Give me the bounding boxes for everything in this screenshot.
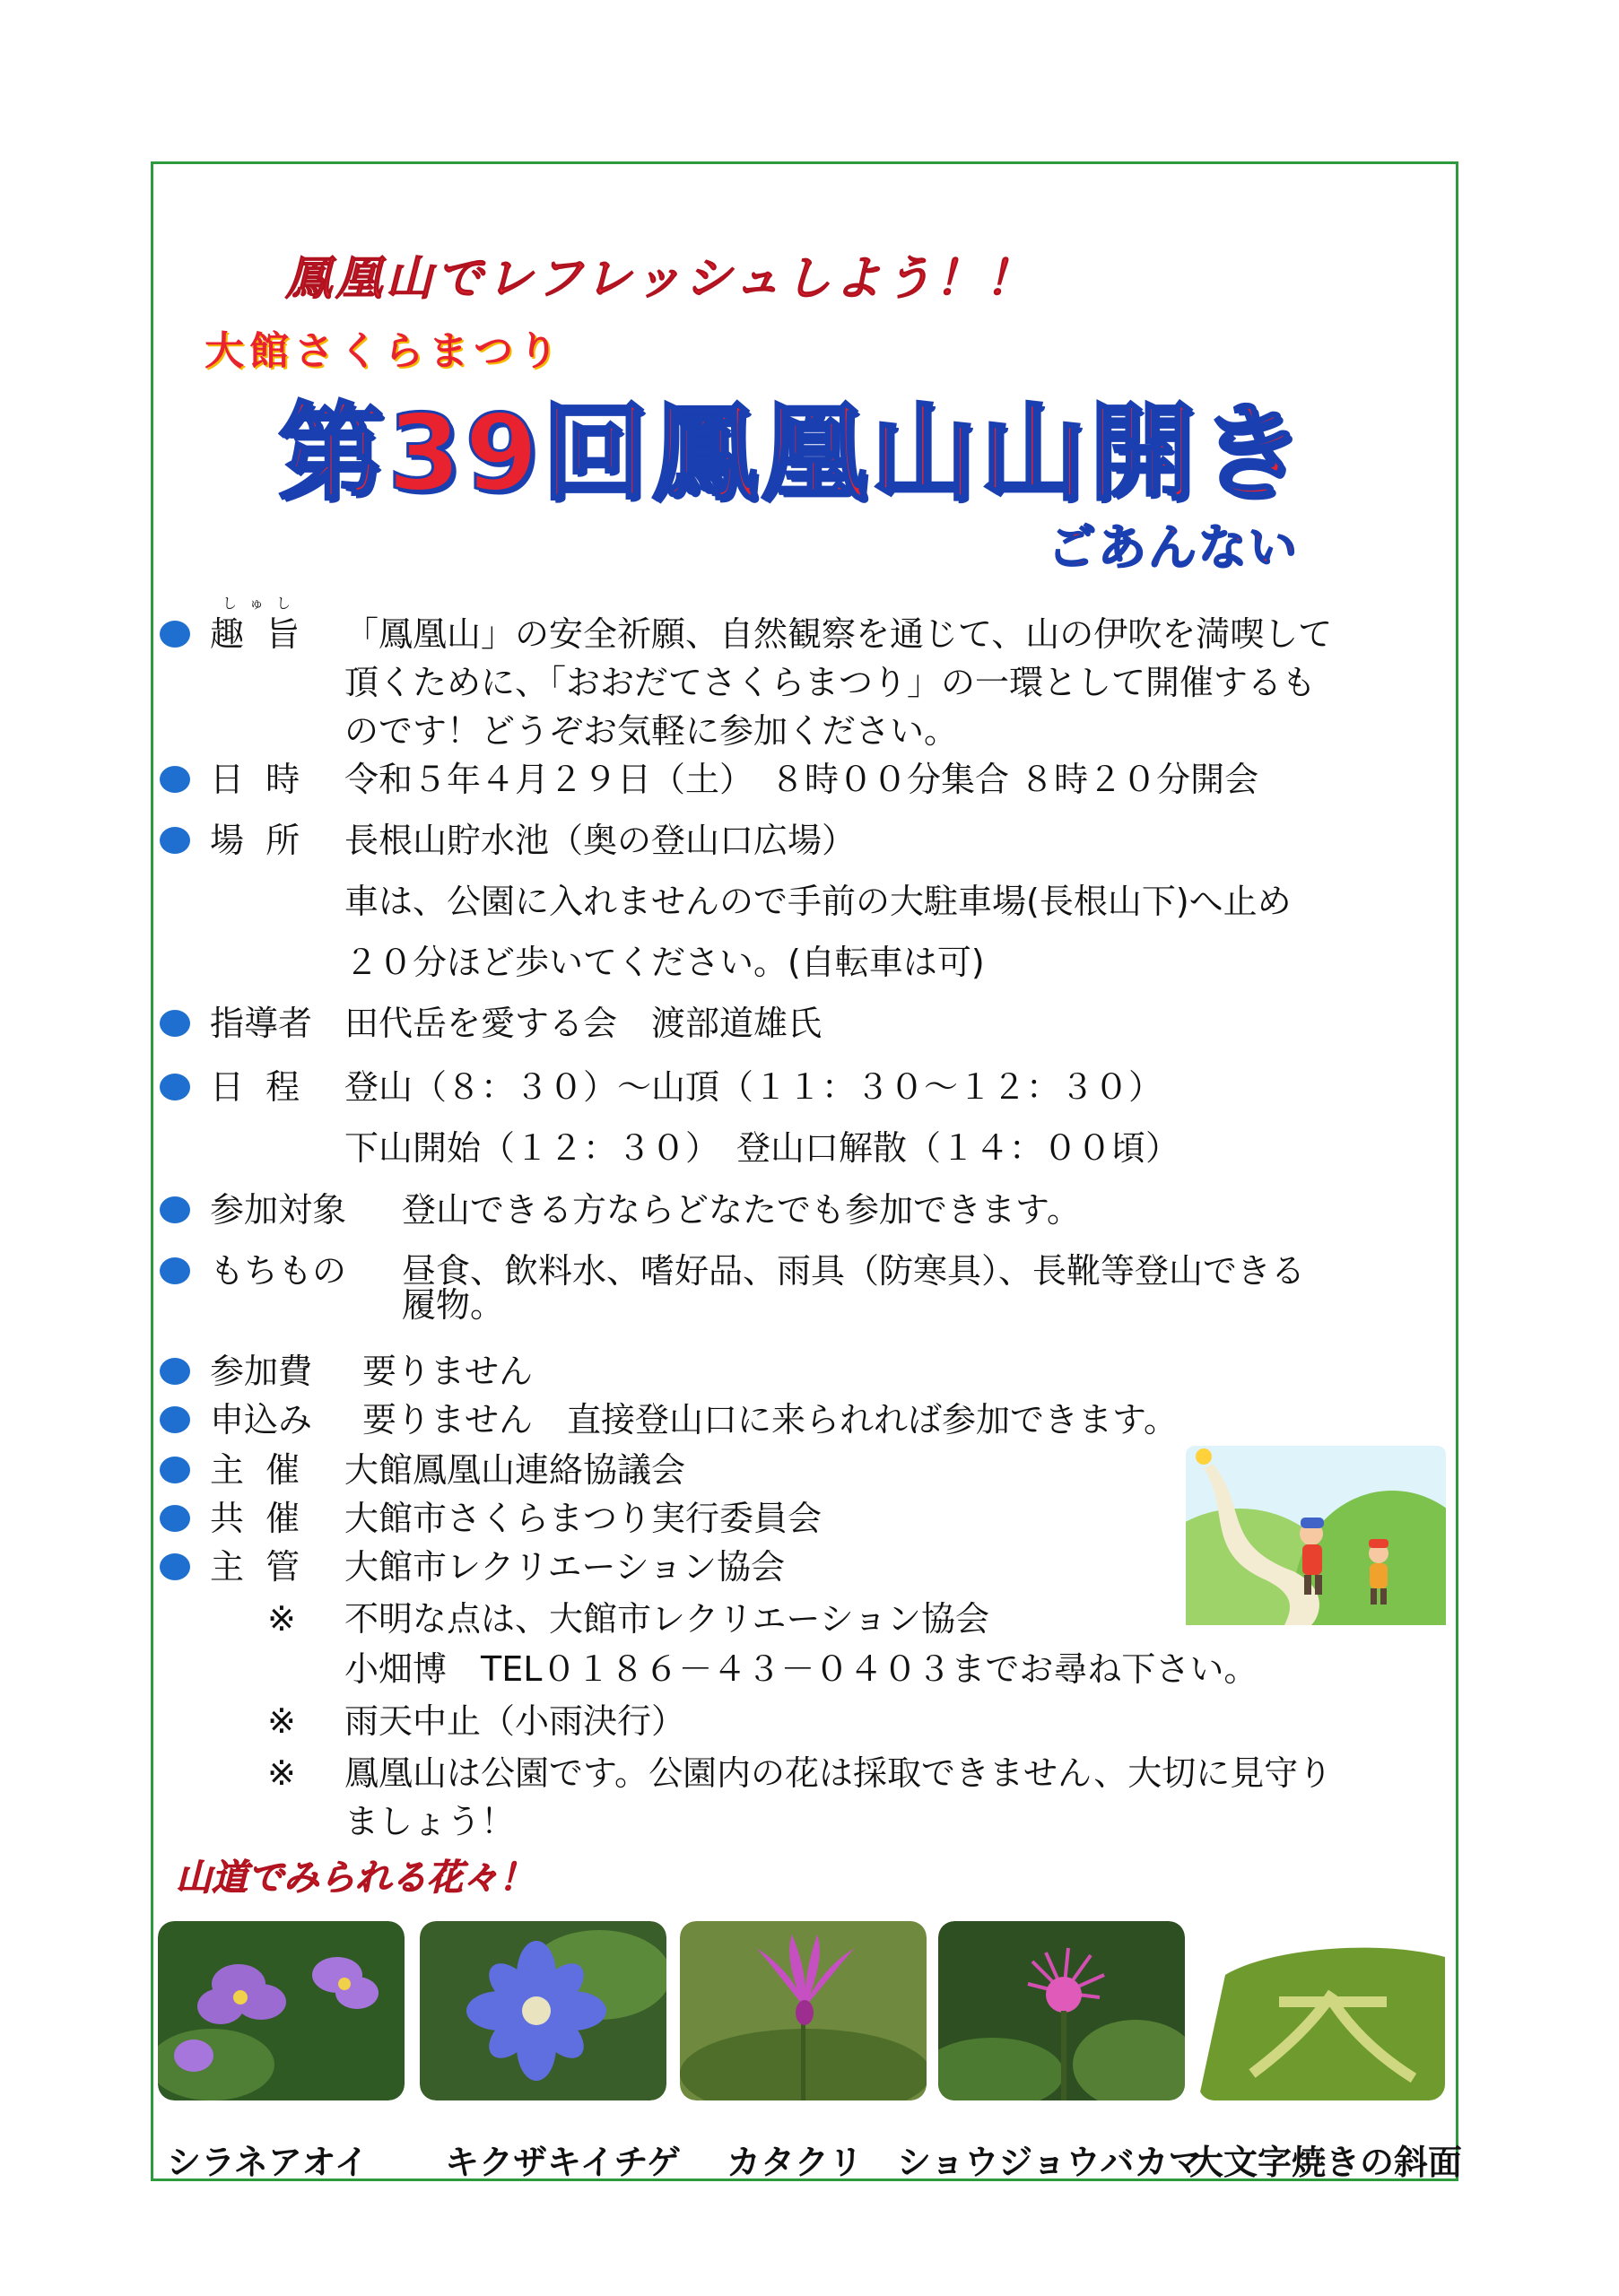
item-value: 要りません 直接登山口に来られれば参加できます。	[362, 1400, 1178, 1439]
item-value: 長根山貯水池（奥の登山口広場）	[344, 821, 857, 860]
item-label: 主 管	[210, 1547, 306, 1587]
shiraneaoi-photo	[158, 1921, 405, 2100]
item-value-cont: 頂くために、「おおだてさくらまつり」の一環として開催するも	[344, 663, 1317, 702]
note-contact-line2: 小畑博 TEL０１８６－４３－０４０３までお尋ね下さい。	[344, 1649, 1258, 1689]
item-value: 登山（８：３０）～山頂（１１：３０～１２：３０）	[344, 1067, 1163, 1107]
katakuri-photo	[680, 1921, 927, 2100]
note-mark: ※	[267, 1701, 296, 1741]
item-label: 日 時	[210, 760, 306, 799]
caption-katakuri: カタクリ	[727, 2143, 864, 2182]
item-label: 日 程	[210, 1067, 306, 1107]
page-title: 第39回鳳凰山山開き	[278, 391, 1309, 515]
caption-daimonji-slope: 大文字焼きの斜面	[1189, 2143, 1463, 2182]
item-label: 申込み	[210, 1400, 313, 1439]
item-value-cont: 履物。	[402, 1285, 505, 1325]
bullet-icon	[160, 1010, 190, 1037]
bullet-icon	[160, 1257, 190, 1284]
note-mark: ※	[267, 1599, 296, 1639]
item-value-cont: ２０分ほど歩いてください。(自転車は可)	[344, 943, 985, 982]
item-label: 趣 旨	[210, 614, 306, 654]
guide-label: ごあんない	[1048, 519, 1299, 576]
festival-name: 大館さくらまつり	[205, 328, 563, 374]
item-value: 大館市さくらまつり実行委員会	[344, 1499, 823, 1538]
item-label: 共 催	[210, 1499, 306, 1538]
item-value-cont: のです！どうぞお気軽に参加ください。	[344, 711, 959, 751]
note-park-line1: 鳳凰山は公園です。公園内の花は採取できません、大切に見守り	[344, 1753, 1333, 1793]
item-value-cont: 車は、公園に入れませんので手前の大駐車場(長根山下)へ止め	[344, 882, 1292, 921]
item-value: 登山できる方ならどなたでも参加できます。	[402, 1190, 1081, 1230]
flowers-title: 山道でみられる花々！	[176, 1857, 535, 1899]
item-value: 昼食、飲料水、嗜好品、雨具（防寒具）、長靴等登山できる	[402, 1251, 1306, 1291]
hiking-illustration	[1186, 1446, 1446, 1625]
bullet-icon	[160, 1406, 190, 1433]
item-label: 場 所	[210, 821, 306, 860]
caption-shoujoubakama: ショウジョウバカマ	[897, 2143, 1203, 2182]
kikuzakiichige-photo	[420, 1921, 666, 2100]
bullet-icon	[160, 1553, 190, 1580]
bullet-icon	[160, 1196, 190, 1223]
item-value-cont: 下山開始（１２：３０） 登山口解散（１４：００頃）	[344, 1128, 1180, 1168]
item-value: 「鳳凰山」の安全祈願、自然観察を通じて、山の伊吹を満喫して	[344, 614, 1333, 654]
item-label: 参加費	[210, 1352, 313, 1391]
note-contact-line1: 不明な点は、大館市レクリエーション協会	[344, 1599, 989, 1639]
item-value: 大館市レクリエーション協会	[344, 1547, 785, 1587]
item-value: 田代岳を愛する会 渡部道雄氏	[344, 1004, 823, 1043]
bullet-icon	[160, 827, 190, 854]
caption-kikuzakiichige: キクザキイチゲ	[445, 2143, 681, 2182]
item-label: 指導者	[210, 1004, 313, 1043]
shoujoubakama-photo	[938, 1921, 1185, 2100]
item-label: 主 催	[210, 1450, 306, 1490]
bullet-icon	[160, 1074, 190, 1100]
daimonji-slope-photo	[1198, 1921, 1445, 2100]
refresh-slogan: 鳳凰山でレフレッシュしよう！！	[285, 252, 1036, 306]
bullet-icon	[160, 766, 190, 793]
note-rain: 雨天中止（小雨決行）	[344, 1701, 686, 1741]
purpose-ruby: しゅし	[222, 595, 304, 612]
note-mark: ※	[267, 1753, 296, 1793]
bullet-icon	[160, 1358, 190, 1385]
item-value: 要りません	[362, 1352, 534, 1391]
item-value: 大館鳳凰山連絡協議会	[344, 1450, 686, 1490]
item-label: 参加対象	[210, 1190, 347, 1230]
bullet-icon	[160, 1505, 190, 1532]
caption-shiraneaoi: シラネアオイ	[167, 2143, 369, 2182]
item-label: もちもの	[210, 1251, 347, 1291]
item-value: 令和５年４月２９日（土） ８時００分集合 ８時２０分開会	[344, 760, 1259, 799]
note-park-line2: ましょう！	[344, 1802, 516, 1841]
bullet-icon	[160, 1457, 190, 1483]
bullet-icon	[160, 621, 190, 648]
